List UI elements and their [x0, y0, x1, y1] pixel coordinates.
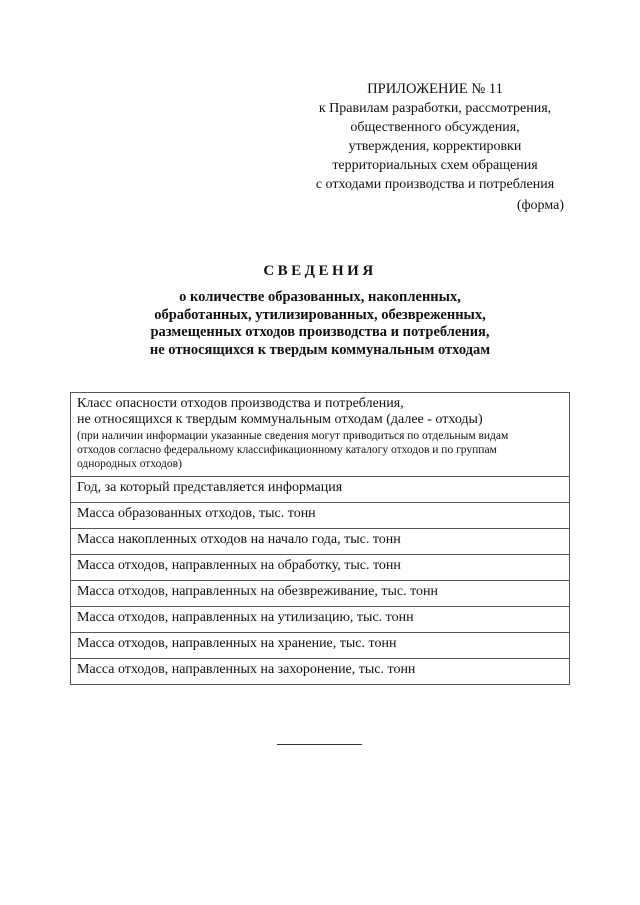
appendix-line: общественного обсуждения,: [350, 120, 520, 135]
table-row-label: Масса отходов, направленных на хранение, тыс. тонн: [71, 633, 570, 659]
table-row: [71, 607, 570, 633]
table-row-label: Масса отходов, направленных на утилизацию, тыс. тонн: [71, 607, 570, 633]
table-cell: [71, 393, 570, 477]
appendix-line: утверждения, корректировки: [348, 139, 522, 154]
hazard-class-note: [77, 429, 563, 471]
table-row-label: Масса накопленных отходов на начало года, тыс. тонн: [71, 529, 570, 555]
table-row-label: Масса отходов, направленных на захоронение, тыс. тонн: [71, 659, 570, 685]
table-row-label: Масса образованных отходов, тыс. тонн: [71, 503, 570, 529]
subheading-line: размещенных отходов производства и потребления,: [150, 324, 490, 340]
table-row: [71, 503, 570, 529]
appendix-line: с отходами производства и потребления: [315, 177, 555, 192]
appendix-title: ПРИЛОЖЕНИЕ № 11: [367, 81, 503, 97]
table-row: [71, 529, 570, 555]
hazard-class-line: не относящихся к твердым коммунальным отходам (далее - отходы): [77, 412, 483, 427]
report-form-table: [70, 392, 570, 685]
table-row: [71, 477, 570, 503]
table-row: [71, 659, 570, 685]
table-row: [71, 555, 570, 581]
note-line: однородных отходов): [77, 458, 182, 470]
note-line: (при наличии информации указанные сведения могут приводиться по отдельным видам: [77, 430, 509, 442]
hazard-class-label: [77, 396, 563, 428]
document-subheading: [0, 289, 640, 359]
table-row-hazard-class: [71, 393, 570, 477]
subheading-line: обработанных, утилизированных, обезвреженных,: [154, 306, 486, 323]
table-row: [71, 633, 570, 659]
table-row-label: Масса отходов, направленных на обработку, тыс. тонн: [71, 555, 570, 581]
appendix-block: [300, 80, 570, 194]
table-row-label: Год, за который представляется информация: [71, 477, 570, 503]
subheading-line: о количестве образованных, накопленных,: [179, 289, 461, 305]
document-heading: СВЕДЕНИЯ: [263, 263, 377, 279]
table-row: [71, 581, 570, 607]
appendix-line: к Правилам разработки, рассмотрения,: [318, 101, 552, 116]
appendix-line: территориальных схем обращения: [332, 158, 538, 173]
footer-divider: [277, 744, 362, 745]
hazard-class-line: Класс опасности отходов производства и потребления,: [77, 396, 404, 411]
table-row-label: Масса отходов, направленных на обезвреживание, тыс. тонн: [71, 581, 570, 607]
note-line: отходов согласно федеральному классификационному каталогу отходов и по группам: [77, 444, 497, 456]
form-label: (форма): [516, 198, 564, 213]
subheading-line: не относящихся к твердым коммунальным отходам: [149, 341, 491, 358]
